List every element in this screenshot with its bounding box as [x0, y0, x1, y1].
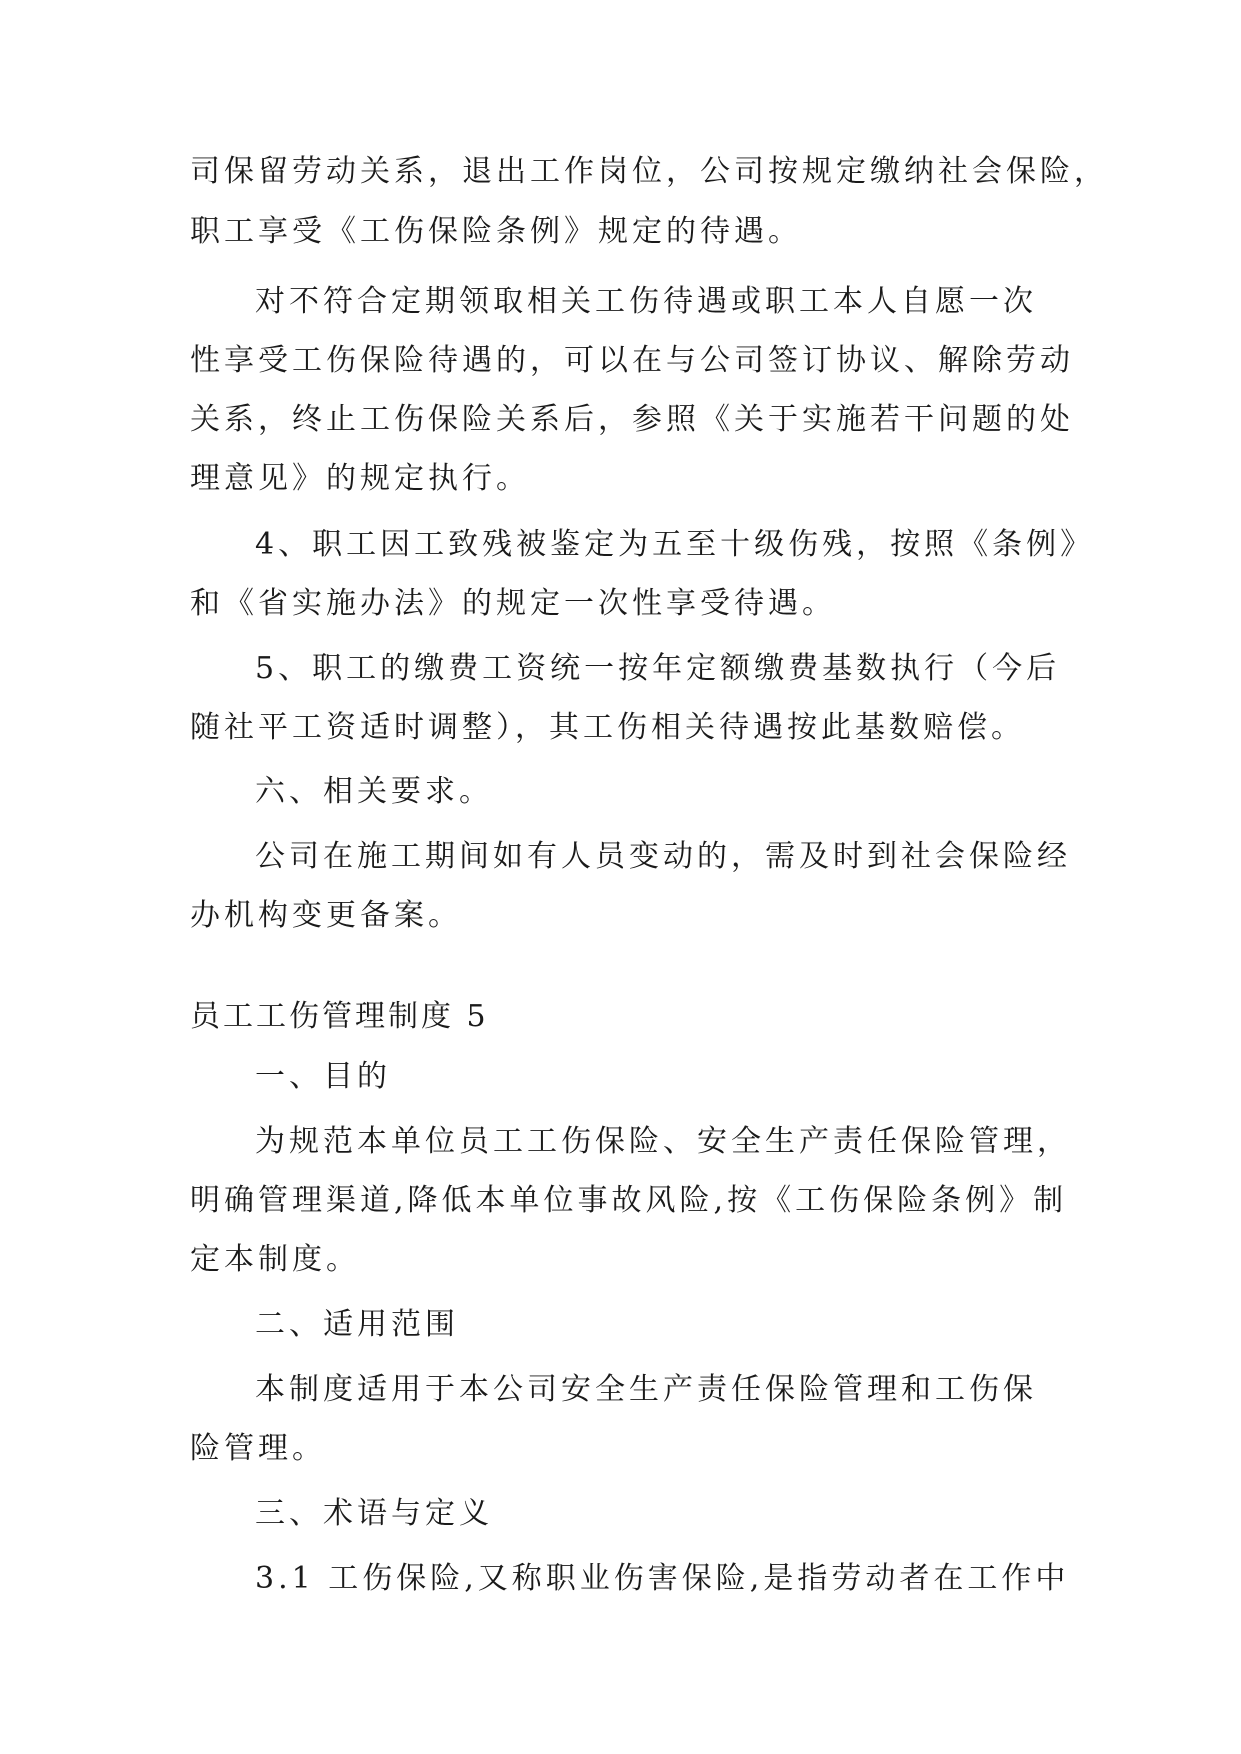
text-line: 六、相关要求。 [255, 774, 493, 809]
text-line: 对不符合定期领取相关工伤待遇或职工本人自愿一次 [255, 284, 1037, 319]
text-line: 办机构变更备案。 [190, 898, 462, 933]
text-line: 定本制度。 [190, 1242, 360, 1277]
text-line: 4、职工因工致残被鉴定为五至十级伤残，按照《条例》 [255, 527, 1095, 562]
text-line: 公司在施工期间如有人员变动的，需及时到社会保险经 [255, 839, 1071, 874]
text-line: 性享受工伤保险待遇的，可以在与公司签订协议、解除劳动 [190, 343, 1074, 378]
text-line: 理意见》的规定执行。 [190, 461, 530, 496]
text-line: 和《省实施办法》的规定一次性享受待遇。 [190, 586, 836, 621]
text-line: 职工享受《工伤保险条例》规定的待遇。 [190, 214, 802, 249]
text-line: 司保留劳动关系，退出工作岗位，公司按规定缴纳社会保险， [190, 154, 1108, 189]
text-line: 二、适用范围 [255, 1307, 459, 1342]
text-line: 一、目的 [255, 1059, 391, 1094]
text-line: 为规范本单位员工工伤保险、安全生产责任保险管理， [255, 1124, 1071, 1159]
text-line: 5、职工的缴费工资统一按年定额缴费基数执行（今后 [255, 651, 1061, 686]
text-line: 本制度适用于本公司安全生产责任保险管理和工伤保 [255, 1372, 1037, 1407]
text-line: 明确管理渠道,降低本单位事故风险,按《工伤保险条例》制 [190, 1183, 1068, 1218]
section-title: 员工工伤管理制度 5 [190, 999, 489, 1034]
text-line: 三、术语与定义 [255, 1496, 493, 1531]
text-line: 3.1 工伤保险,又称职业伤害保险,是指劳动者在工作中 [255, 1561, 1070, 1596]
text-line: 险管理。 [190, 1431, 326, 1466]
text-line: 关系，终止工伤保险关系后，参照《关于实施若干问题的处 [190, 402, 1074, 437]
text-line: 随社平工资适时调整），其工伤相关待遇按此基数赔偿。 [190, 710, 1025, 745]
